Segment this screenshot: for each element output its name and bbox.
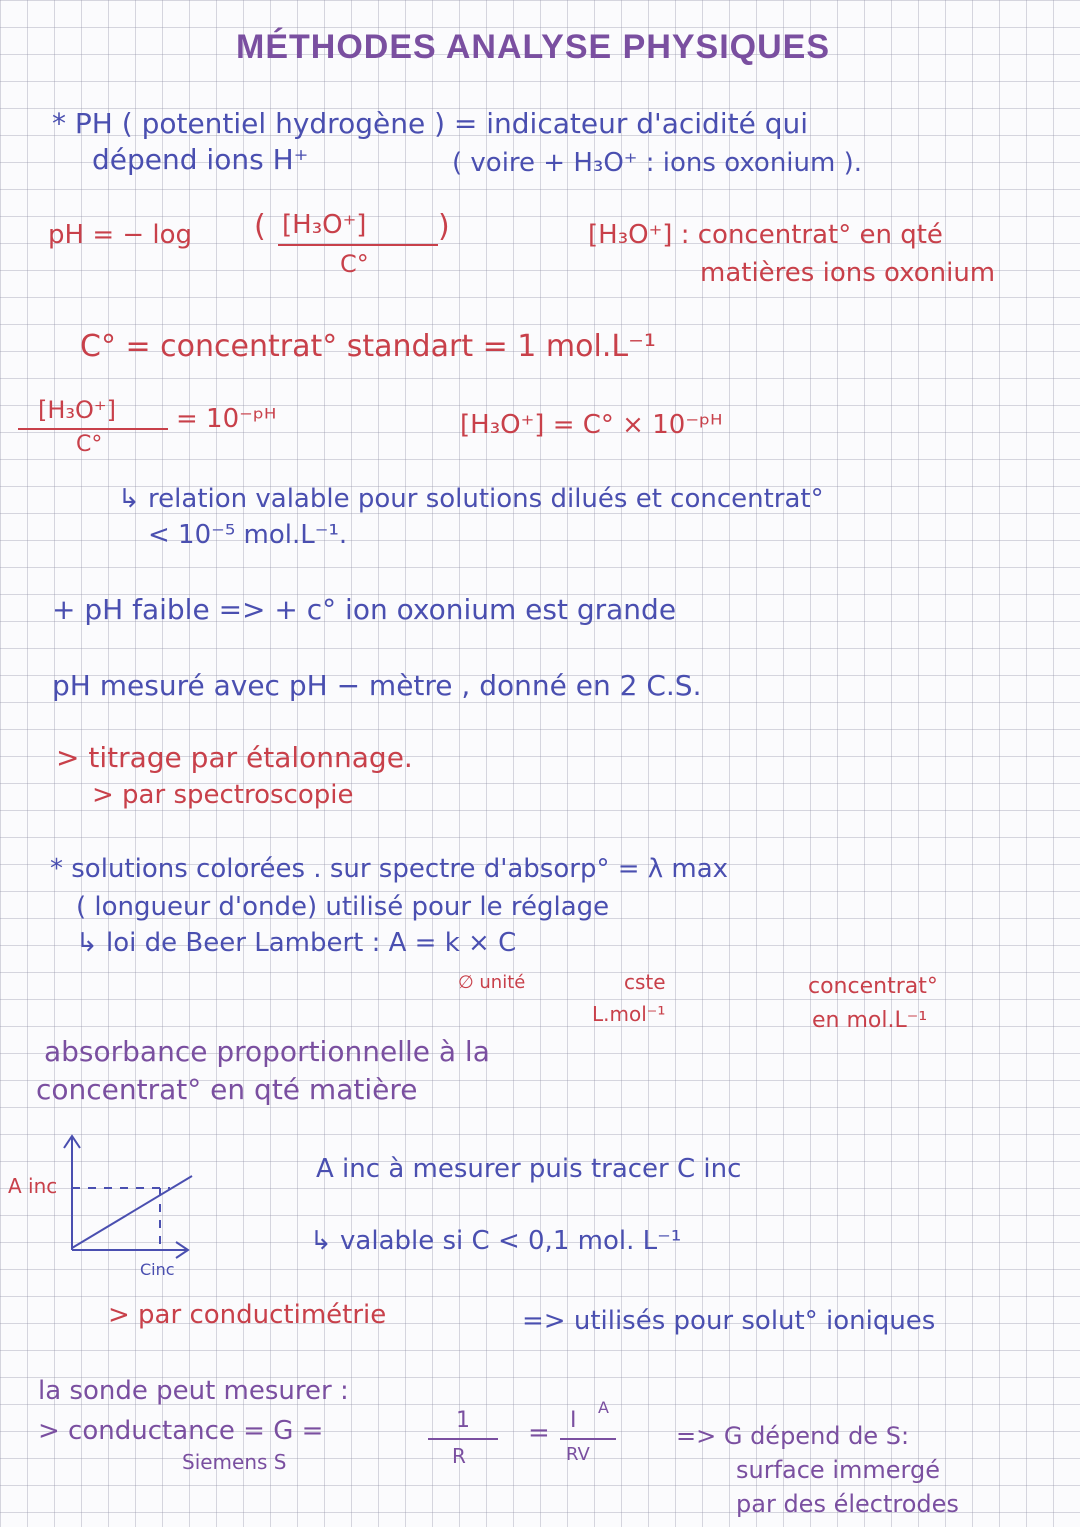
- ph-formula-left: pH = − log: [48, 220, 193, 250]
- graph-x-label: Cinc: [140, 1260, 175, 1279]
- ph-definition-oxonium: ( voire + H₃O⁺ : ions oxonium ).: [452, 148, 863, 178]
- g2-superscript: A: [598, 1398, 609, 1417]
- graph-note-2: ↳ valable si C < 0,1 mol. L⁻¹: [310, 1226, 682, 1256]
- sonde-line: la sonde peut mesurer :: [38, 1376, 349, 1406]
- conductimetrie-header: > par conductimétrie: [108, 1300, 387, 1330]
- page-title: MÉTHODES ANALYSE PHYSIQUES: [236, 28, 831, 66]
- concentration-note-line1: [H₃O⁺] : concentrat° en qté: [588, 220, 943, 250]
- relation-validity-line1: ↳ relation valable pour solutions dilués et concentrat°: [118, 484, 824, 514]
- absorbance-line2: concentrat° en qté matière: [36, 1073, 418, 1106]
- g-second-equals: =: [528, 1418, 550, 1448]
- ratio-denominator: C°: [76, 432, 103, 457]
- g-fraction-numerator: 1: [456, 1408, 470, 1433]
- calibration-graph: [0, 1130, 220, 1290]
- siemens-unit: Siemens S: [182, 1450, 287, 1474]
- titrage-header: > titrage par étalonnage.: [56, 741, 413, 774]
- spectroscopie-header: > par spectroscopie: [92, 780, 354, 810]
- g2-fraction-bar: [560, 1438, 616, 1440]
- solutions-line2: ( longueur d'onde) utilisé pour le réglage: [76, 892, 610, 922]
- ratio-fraction-bar: [18, 428, 168, 430]
- conductance-line: > conductance = G =: [38, 1416, 324, 1446]
- g-fraction-bar: [428, 1438, 498, 1440]
- ph-mesure-note: pH mesuré avec pH − mètre , donné en 2 C.S.: [52, 669, 702, 702]
- ph-fraction-bar: [278, 244, 438, 246]
- g2-denominator: RV: [566, 1444, 590, 1465]
- unit-c-label: concentrat°: [808, 974, 938, 999]
- relation-validity-line2: < 10⁻⁵ mol.L⁻¹.: [148, 520, 348, 550]
- open-paren: (: [254, 209, 266, 244]
- g2-numerator: I: [570, 1408, 577, 1433]
- conductimetrie-use: => utilisés pour solut° ioniques: [522, 1306, 936, 1336]
- depends-line1: => G dépend de S:: [676, 1422, 910, 1450]
- beer-lambert-line: ↳ loi de Beer Lambert : A = k × C: [76, 928, 517, 958]
- concentration-note-line2: matières ions oxonium: [700, 258, 996, 288]
- ratio-numerator: [H₃O⁺]: [38, 396, 116, 424]
- absorbance-line1: absorbance proportionnelle à la: [44, 1035, 490, 1068]
- ph-faible-note: + pH faible => + c° ion oxonium est grande: [52, 593, 677, 626]
- unit-c-value: en mol.L⁻¹: [812, 1008, 928, 1033]
- ph-formula-numerator: [H₃O⁺]: [282, 210, 367, 240]
- graph-note-1: A inc à mesurer puis tracer C inc: [316, 1154, 742, 1184]
- ph-definition-line1: * PH ( potentiel hydrogène ) = indicateur d'acidité qui: [52, 107, 809, 140]
- standard-concentration-line: C° = concentrat° standart = 1 mol.L⁻¹: [80, 329, 656, 364]
- ratio-equation-rhs: = 10⁻ᵖᴴ: [176, 404, 277, 434]
- depends-line3: par des électrodes: [736, 1490, 959, 1518]
- unit-absorbance: ∅ unité: [458, 972, 526, 993]
- ph-definition-line2: dépend ions H⁺: [92, 143, 309, 176]
- graph-y-label: A inc: [8, 1174, 58, 1198]
- unit-k-label: cste: [624, 970, 666, 994]
- ph-formula-denominator: C°: [340, 250, 369, 278]
- unit-k-value: L.mol⁻¹: [592, 1002, 666, 1026]
- close-paren: ): [438, 209, 450, 244]
- solutions-line1: * solutions colorées . sur spectre d'absorp° = λ max: [50, 854, 729, 884]
- g-fraction-denominator: R: [452, 1444, 466, 1468]
- depends-line2: surface immergé: [736, 1456, 940, 1484]
- calibration-line: [72, 1176, 192, 1248]
- oxonium-equation: [H₃O⁺] = C° × 10⁻ᵖᴴ: [460, 410, 723, 440]
